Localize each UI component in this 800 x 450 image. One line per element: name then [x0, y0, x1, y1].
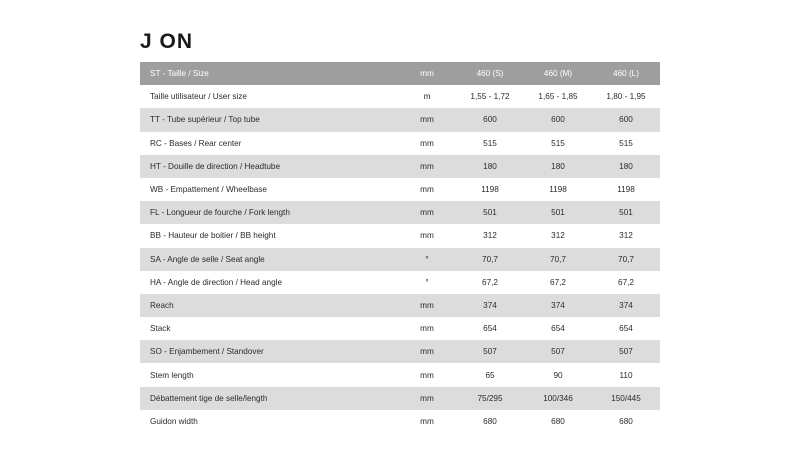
column-header-unit: mm — [398, 62, 456, 85]
table-row — [140, 387, 660, 410]
row-value-m: 1198 — [524, 178, 592, 201]
table-header — [140, 62, 660, 85]
column-header-size: ST - Taille / Size — [140, 62, 398, 85]
row-unit: mm — [398, 387, 456, 410]
table-row — [140, 363, 660, 386]
row-value-l: 374 — [592, 294, 660, 317]
row-value-s: 680 — [456, 410, 524, 433]
column-header-m: 460 (M) — [524, 62, 592, 85]
table-row — [140, 340, 660, 363]
table-row — [140, 155, 660, 178]
row-unit: mm — [398, 410, 456, 433]
row-value-l: 680 — [592, 410, 660, 433]
row-unit: m — [398, 85, 456, 108]
row-unit: mm — [398, 178, 456, 201]
geometry-table — [140, 62, 660, 433]
table-body — [140, 85, 660, 433]
row-value-s: 515 — [456, 132, 524, 155]
row-label: Stem length — [140, 363, 398, 386]
row-value-l: 600 — [592, 108, 660, 131]
row-label: WB - Empattement / Wheelbase — [140, 178, 398, 201]
row-unit: mm — [398, 155, 456, 178]
row-unit: mm — [398, 108, 456, 131]
row-value-s: 654 — [456, 317, 524, 340]
row-value-m: 312 — [524, 224, 592, 247]
row-value-l: 180 — [592, 155, 660, 178]
row-unit: ° — [398, 248, 456, 271]
table-row — [140, 108, 660, 131]
row-unit: mm — [398, 201, 456, 224]
row-unit: mm — [398, 132, 456, 155]
row-unit: mm — [398, 224, 456, 247]
row-value-m: 70,7 — [524, 248, 592, 271]
table-row — [140, 317, 660, 340]
row-unit: mm — [398, 317, 456, 340]
row-unit: mm — [398, 294, 456, 317]
table-row — [140, 85, 660, 108]
table-row — [140, 294, 660, 317]
row-label: HT - Douille de direction / Headtube — [140, 155, 398, 178]
row-value-m: 680 — [524, 410, 592, 433]
row-value-m: 100/346 — [524, 387, 592, 410]
table-row — [140, 410, 660, 433]
row-label: SO - Enjambement / Standover — [140, 340, 398, 363]
row-value-l: 507 — [592, 340, 660, 363]
table-row — [140, 224, 660, 247]
row-value-l: 654 — [592, 317, 660, 340]
row-value-m: 180 — [524, 155, 592, 178]
table-row — [140, 248, 660, 271]
row-value-m: 600 — [524, 108, 592, 131]
row-value-m: 374 — [524, 294, 592, 317]
row-value-s: 70,7 — [456, 248, 524, 271]
row-label: BB - Hauteur de boitier / BB height — [140, 224, 398, 247]
page-title: J ON — [140, 30, 194, 53]
column-header-s: 460 (S) — [456, 62, 524, 85]
table-row — [140, 201, 660, 224]
row-value-l: 312 — [592, 224, 660, 247]
table-row — [140, 132, 660, 155]
row-value-s: 67,2 — [456, 271, 524, 294]
row-label: HA - Angle de direction / Head angle — [140, 271, 398, 294]
row-value-m: 654 — [524, 317, 592, 340]
row-value-l: 110 — [592, 363, 660, 386]
row-label: Taille utilisateur / User size — [140, 85, 398, 108]
row-value-l: 501 — [592, 201, 660, 224]
row-label: Débattement tige de selle/length — [140, 387, 398, 410]
row-value-m: 67,2 — [524, 271, 592, 294]
row-value-l: 1198 — [592, 178, 660, 201]
row-value-l: 67,2 — [592, 271, 660, 294]
row-value-m: 501 — [524, 201, 592, 224]
row-label: FL - Longueur de fourche / Fork length — [140, 201, 398, 224]
row-value-s: 501 — [456, 201, 524, 224]
row-value-m: 515 — [524, 132, 592, 155]
row-label: SA - Angle de selle / Seat angle — [140, 248, 398, 271]
row-label: Stack — [140, 317, 398, 340]
row-value-s: 180 — [456, 155, 524, 178]
row-label: Guidon width — [140, 410, 398, 433]
row-label: Reach — [140, 294, 398, 317]
row-value-s: 1198 — [456, 178, 524, 201]
row-value-l: 515 — [592, 132, 660, 155]
row-label: RC - Bases / Rear center — [140, 132, 398, 155]
row-value-s: 1,55 - 1,72 — [456, 85, 524, 108]
table-row — [140, 271, 660, 294]
column-header-l: 460 (L) — [592, 62, 660, 85]
row-value-s: 65 — [456, 363, 524, 386]
row-value-s: 374 — [456, 294, 524, 317]
row-value-s: 75/295 — [456, 387, 524, 410]
row-unit: mm — [398, 363, 456, 386]
row-value-m: 1,65 - 1,85 — [524, 85, 592, 108]
row-value-s: 312 — [456, 224, 524, 247]
row-unit: ° — [398, 271, 456, 294]
row-value-l: 70,7 — [592, 248, 660, 271]
row-unit: mm — [398, 340, 456, 363]
row-value-m: 507 — [524, 340, 592, 363]
row-value-m: 90 — [524, 363, 592, 386]
row-value-s: 600 — [456, 108, 524, 131]
row-value-l: 150/445 — [592, 387, 660, 410]
row-value-s: 507 — [456, 340, 524, 363]
row-label: TT - Tube supérieur / Top tube — [140, 108, 398, 131]
row-value-l: 1,80 - 1,95 — [592, 85, 660, 108]
table-row — [140, 178, 660, 201]
table-header-row — [140, 62, 660, 85]
